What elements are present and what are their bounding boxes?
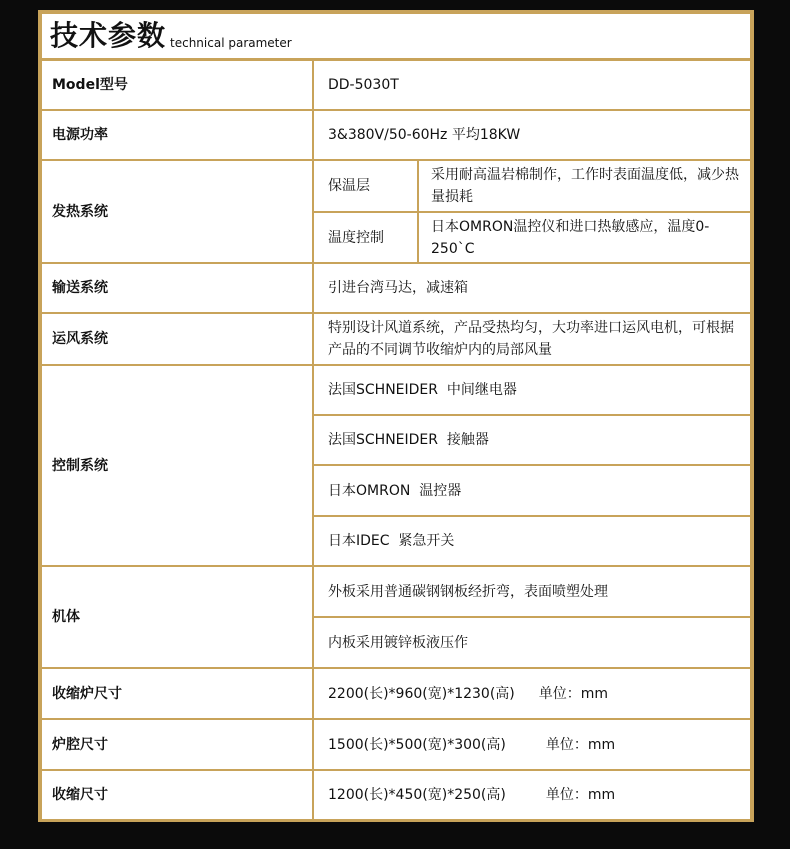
- body-item: 外板采用普通碳钢钢板经折弯，表面喷塑处理: [314, 567, 750, 616]
- row-label-power: 电源功率: [42, 111, 312, 159]
- row-label-model: Model型号: [42, 61, 312, 109]
- row-label-control: 控制系统: [42, 366, 312, 565]
- row-label-cavity-size: 炉腔尺寸: [42, 720, 312, 769]
- row-label-machine-size: 收缩炉尺寸: [42, 669, 312, 718]
- heating-temp-value: 日本OMRON温控仪和进口热敏感应，温度0-250`C: [419, 213, 750, 262]
- control-item: 日本IDEC 紧急开关: [314, 517, 750, 565]
- heating-insulation-value: 采用耐高温岩棉制作，工作时表面温度低，减少热量损耗: [419, 161, 750, 211]
- cavity-size-unit: 单位：mm: [545, 736, 616, 753]
- shrink-size-unit: 单位：mm: [545, 787, 616, 803]
- control-item: 法国SCHNEIDER 中间继电器: [314, 366, 750, 414]
- heating-insulation-label: 保温层: [314, 161, 417, 211]
- row-value-machine-size: [314, 669, 750, 718]
- page-title: 技术参数: [50, 19, 167, 52]
- page-subtitle: technical parameter: [170, 36, 292, 50]
- row-label-body: 机体: [42, 567, 312, 667]
- cavity-size-dimensions: 1500(长)*500(宽)*300(高): [328, 736, 506, 753]
- control-item: 法国SCHNEIDER 接触器: [314, 416, 750, 464]
- section-header: [42, 14, 750, 58]
- heating-temp-label: 温度控制: [314, 213, 417, 262]
- row-label-conveyor: 输送系统: [42, 264, 312, 312]
- row-label-shrink-size: 收缩尺寸: [42, 771, 312, 819]
- row-label-airflow: 运风系统: [42, 314, 312, 364]
- row-value-conveyor: 引进台湾马达，减速箱: [314, 264, 750, 312]
- row-value-shrink-size: [314, 771, 750, 819]
- row-value-airflow: 特别设计风道系统，产品受热均匀，大功率进口运风电机，可根据产品的不同调节收缩炉内的局部风量: [314, 314, 750, 364]
- shrink-size-dimensions: 1200(长)*450(宽)*250(高): [328, 787, 506, 803]
- row-value-power: 3&380V/50-60Hz 平均18KW: [314, 111, 750, 159]
- machine-size-unit: 单位：mm: [538, 685, 609, 702]
- body-item: 内板采用镀锌板液压作: [314, 618, 750, 667]
- control-item: 日本OMRON 温控器: [314, 466, 750, 515]
- row-label-heating: 发热系统: [42, 161, 312, 262]
- row-value-model: DD-5030T: [314, 61, 750, 109]
- machine-size-dimensions: 2200(长)*960(宽)*1230(高): [328, 685, 515, 702]
- row-value-cavity-size: [314, 720, 750, 769]
